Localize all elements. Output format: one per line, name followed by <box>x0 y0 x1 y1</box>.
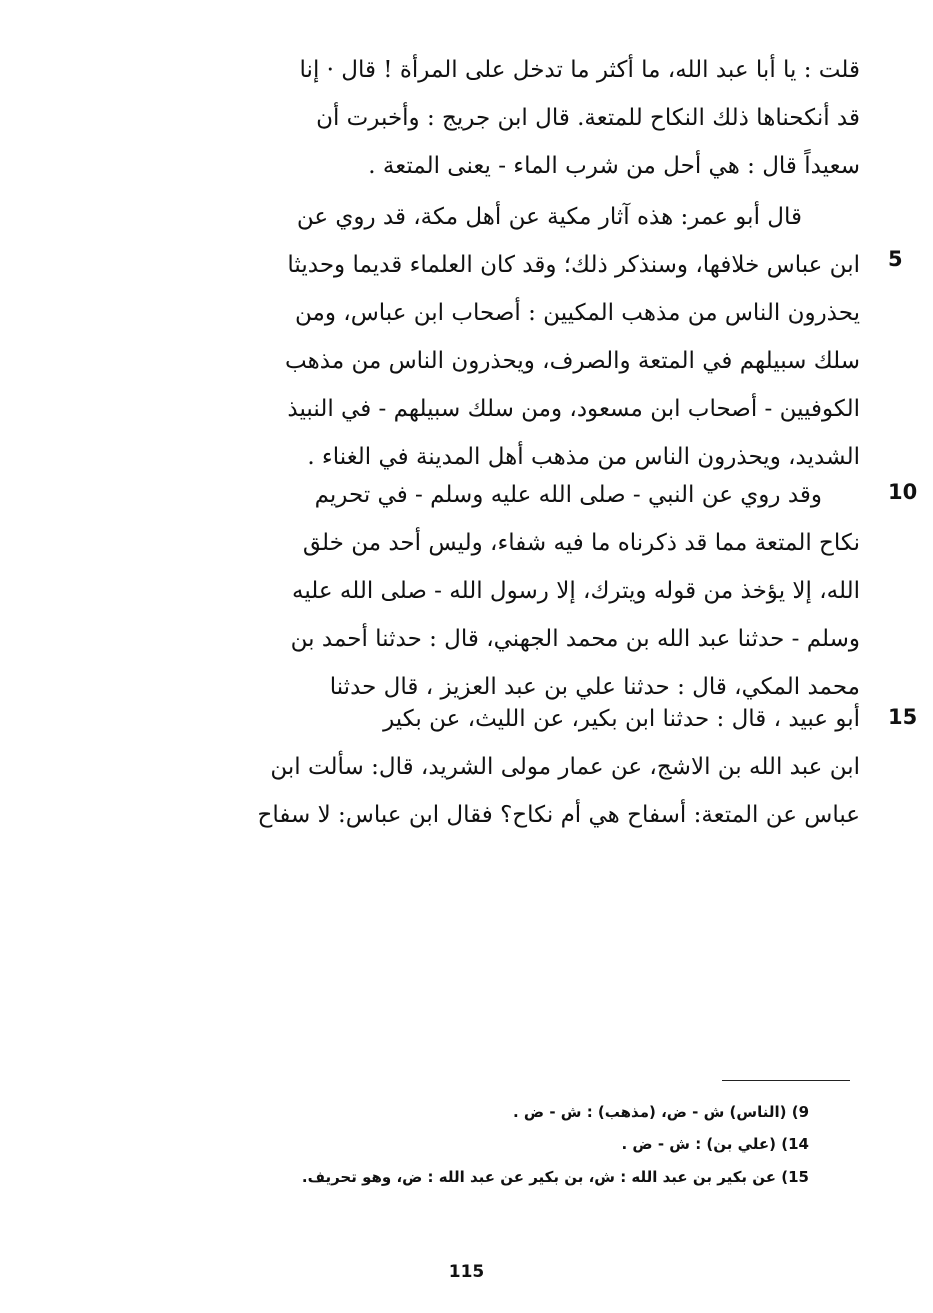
page-number: 115 <box>448 1262 485 1282</box>
line-number-10: 10 <box>888 480 918 504</box>
text-line-1: قلت : يا أبا عبد الله، ما أكثر ما تدخل على المرأة ! قال · إنا <box>299 57 860 83</box>
text-line-9: الشديد، ويحذرون الناس من مذهب أهل المدينة في الغناء . <box>307 444 860 470</box>
text-line-17: عباس عن المتعة: أسفاح هي أم نكاح؟ فقال ابن عباس: لا سفاح <box>257 802 860 828</box>
text-line-13: وسلم - حدثنا عبد الله بن محمد الجهني، قال : حدثنا أحمد بن <box>290 626 860 652</box>
line-number-5: 5 <box>888 247 903 271</box>
text-line-2: قد أنكحناها ذلك النكاح للمتعة. قال ابن جريج : وأخبرت أن <box>316 105 860 131</box>
text-line-7: سلك سبيلهم في المتعة والصرف، ويحذرون الناس من مذهب <box>285 348 860 374</box>
text-line-14: محمد المكي، قال : حدثنا علي بن عبد العزيز ، قال حدثنا <box>329 674 860 700</box>
text-line-12: الله، إلا يؤخذ من قوله ويترك، إلا رسول الله - صلى الله عليه <box>291 578 860 604</box>
text-line-3: سعيداً قال : هي أحل من شرب الماء - يعنى المتعة . <box>368 153 860 179</box>
text-line-16: ابن عبد الله بن الاشج، عن عمار مولى الشريد، قال: سألت ابن <box>270 754 860 780</box>
text-line-15: أبو عبيد ، قال : حدثنا ابن بكير، عن الليث، عن بكير <box>383 706 860 732</box>
text-line-11: نكاح المتعة مما قد ذكرناه ما فيه شفاء، وليس أحد من خلق <box>302 530 860 556</box>
footnote-14: 14) (علي بن) : ش - ض . <box>621 1135 809 1153</box>
text-line-4: قال أبو عمر: هذه آثار مكية عن أهل مكة، قد روي عن <box>296 204 802 230</box>
footnote-9: 9) (الناس) ش - ض، (مذهب) : ش - ض . <box>513 1103 809 1121</box>
text-line-6: يحذرون الناس من مذهب المكيين : أصحاب ابن عباس، ومن <box>295 300 860 326</box>
footnote-divider <box>722 1080 850 1081</box>
footnote-15: 15) عن بكير بن عبد الله : ش، بن بكير عن عبد الله : ض، وهو تحريف. <box>301 1168 809 1186</box>
text-line-8: الكوفيين - أصحاب ابن مسعود، ومن سلك سبيلهم - في النبيذ <box>287 396 860 422</box>
line-number-15: 15 <box>888 705 918 729</box>
text-line-10: وقد روي عن النبي - صلى الله عليه وسلم - في تحريم <box>314 482 822 508</box>
text-line-5: ابن عباس خلافها، وسنذكر ذلك؛ وقد كان العلماء قديما وحديثا <box>287 252 860 278</box>
